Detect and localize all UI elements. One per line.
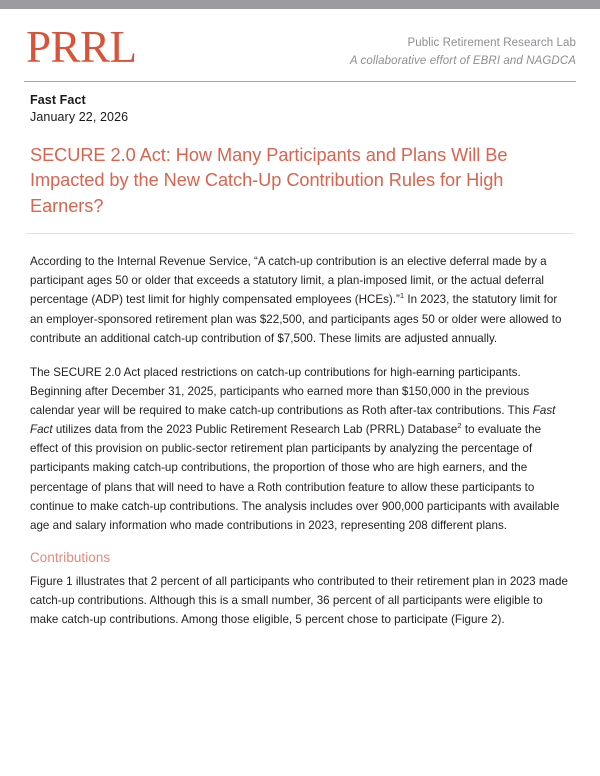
pdf-viewer-topbar <box>0 0 600 9</box>
paragraph-contributions: Figure 1 illustrates that 2 percent of all participants who contributed to their retirement plan in 2023 made catch-up contributions. Although this is a small number, 36 percent of all participants were eligible to make catch-up contributions. Among those eligible, 5 percent chose to participate (Figure 2). <box>30 574 568 627</box>
prrl-logo: PRRL <box>26 22 137 72</box>
masthead <box>22 9 578 71</box>
paragraph-secure-act-run1: The SECURE 2.0 Act placed restrictions on catch-up contributions for high-earning participants. Beginning after December 31, 2025, participants who earned more than $150,000 in the previous calendar year will be required to make catch-up contributions as Roth after-tax contributions. This <box>30 365 533 418</box>
paragraph-definition-run2: In 2023, the statutory limit for an employer-sponsored retirement plan was $22,500, and participants ages 50 or older were allowed to contribute an additional catch-up contribution of $7,500. These limits are adjusted annually. <box>30 293 562 345</box>
fast-fact-italic: Fast Fact <box>30 404 556 437</box>
paragraph-secure-act <box>30 363 570 535</box>
paragraph-definition-run1: According to the Internal Revenue Service, “A catch-up contribution is an elective deferral made by a participant ages 50 or older that exceeds a statutory limit, a plan-imposed limit, or the actual deferral percentage (ADP) test limit for highly compensated employees (HCEs).” <box>30 255 547 307</box>
paragraph-definition <box>30 252 570 348</box>
document-meta <box>30 92 578 127</box>
masthead-tagline <box>350 23 578 71</box>
organization-subtitle: A collaborative effort of EBRI and NAGDCA <box>349 54 576 67</box>
document-page <box>0 9 600 776</box>
document-kicker: Fast Fact <box>30 93 86 108</box>
masthead-divider <box>24 81 576 83</box>
footnote-marker-1: 1 <box>399 291 405 301</box>
footnote-marker-2: 2 <box>457 421 462 431</box>
contributions-body <box>30 572 570 629</box>
document-body <box>30 252 570 535</box>
title-divider <box>26 233 574 234</box>
page-title: SECURE 2.0 Act: How Many Participants and Plans Will Be Impacted by the New Catch-Up Contribution Rules for High Earners? <box>30 144 508 217</box>
paragraph-secure-act-run2: utilizes data from the 2023 Public Retirement Research Lab (PRRL) Database <box>52 423 458 437</box>
paragraph-secure-act-run3: to evaluate the effect of this provision on public-sector retirement plan participants by analyzing the percentage of participants making catch-up contributions, the proportion of those who are high earners, and the percentage of plans that will need to have a Roth contribution feature to allow these participants to continue to make catch-up contributions. The analysis includes over 900,000 participants with available age and salary information who made contributions in 2023, representing 208 different plans. <box>30 423 560 532</box>
section-heading-contributions: Contributions <box>30 549 111 565</box>
organization-name: Public Retirement Research Lab <box>407 37 576 49</box>
publication-date: January 22, 2026 <box>30 110 129 125</box>
